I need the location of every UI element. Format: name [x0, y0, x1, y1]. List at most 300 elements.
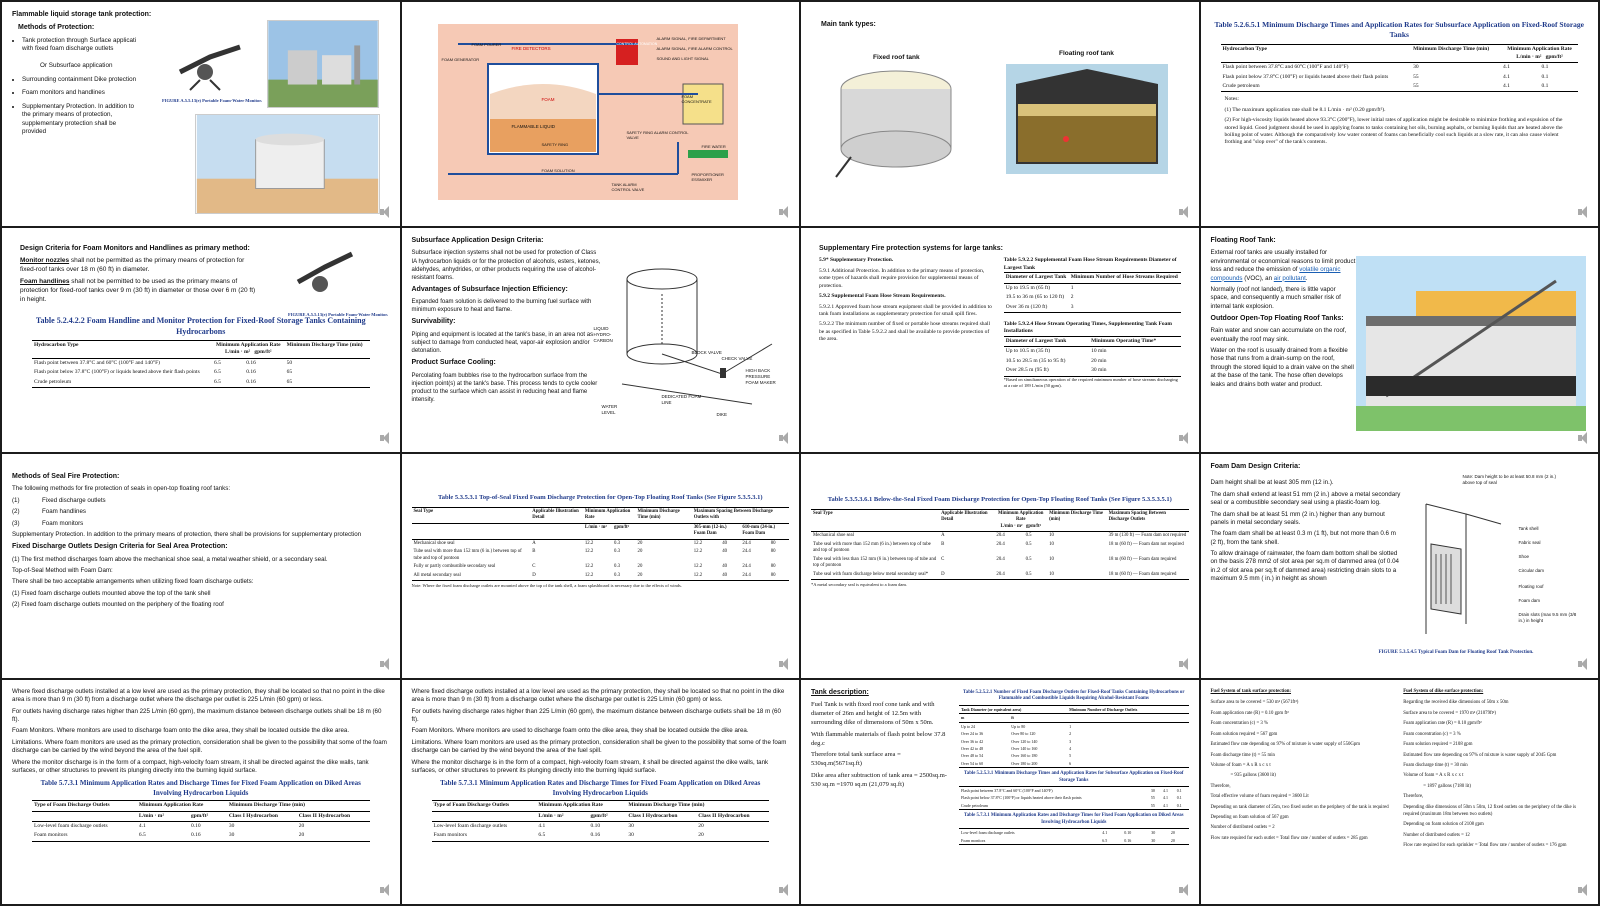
cell: 80 [770, 540, 776, 546]
col-subheader: gpm/ft² [612, 523, 636, 539]
calc-line: Foam application rate (R) = 0.10 gpm ft² [1210, 710, 1289, 716]
cell: 20 [698, 832, 704, 839]
section-heading: Product Surface Cooling: [411, 359, 496, 367]
calc-line: Depending on foam solution of 567 gpm [1210, 815, 1289, 821]
col-header: Minimum Number of Hose Streams Required [1069, 273, 1181, 283]
cell: Foam monitors [433, 832, 467, 839]
paragraph [20, 278, 260, 304]
col-header: Minimum Discharge Time (min) [1411, 45, 1501, 63]
cell: Low-level foam discharge outlets [961, 830, 1015, 836]
cell: 0.16 [190, 832, 201, 839]
cell: 6 [1069, 760, 1072, 766]
cell: Up to 80 [1011, 723, 1026, 729]
cell: 4.1 [1503, 82, 1510, 89]
table-row [959, 802, 1189, 810]
cell: 0.5 [1025, 571, 1032, 577]
slide-4[interactable] [1201, 2, 1599, 226]
figure-caption: FIGURE A.5.5.13(e) Portable Foam-Water Monitor. [288, 312, 388, 317]
two-column [819, 257, 1181, 388]
diagram-label: PROPORTIONER ESSMIXER [691, 172, 724, 183]
cell: 19.5 to 36 m (65 to 120 ft) [1005, 294, 1065, 301]
calc-line: Foam discharge time (t) = 30 min [1403, 762, 1468, 768]
slide-12[interactable] [1201, 454, 1599, 678]
section-heading: Outdoor Open-Top Floating Roof Tanks: [1210, 314, 1344, 322]
calc-line: Foam concentration (c) = 3 % [1210, 721, 1268, 727]
paragraph: Where the monitor discharge is in the form of a compact, high-velocity foam stream, it shall be directed against the dike walls, tank surfaces, or other structures to prevent its plunging directly into the burning liquid surface. [12, 758, 369, 774]
cell: 12.2 [693, 572, 703, 578]
cell: 4 [1069, 745, 1072, 751]
slide-subtitle: Methods of Protection: [18, 24, 95, 32]
table-notes [1225, 96, 1575, 147]
tables-column [1004, 257, 1181, 388]
slide-11[interactable] [801, 454, 1199, 678]
col-header-empty [432, 811, 537, 821]
cell: Foam monitors [961, 837, 986, 843]
table-row [1221, 82, 1579, 92]
cell: Flash point below 37.8°C (100°F) or liquids heated above their flash points [34, 369, 200, 376]
slide-7[interactable] [801, 228, 1199, 452]
cell: A [532, 540, 536, 546]
section-heading: Advantages of Subsurface Injection Efficiency: [411, 285, 568, 293]
table-row [959, 722, 1189, 730]
audio-icon[interactable] [380, 432, 392, 444]
diagram-label: SAFETY RING [541, 142, 569, 147]
cell: 0.1 [1541, 82, 1549, 89]
cell: 12.2 [693, 564, 703, 570]
bullet-text: Tank protection through Surface applicati [22, 36, 137, 44]
paragraph: Expanded foam solution is delivered to the burning fuel surface with minimum exposure to heat and flame. [411, 299, 592, 314]
cell: 20 [1170, 837, 1175, 843]
calc-line: Number of distributed outlets = 2 [1210, 825, 1275, 831]
paragraph: Percolating foam bubbles rise to the hydrocarbon surface from the injection point(s) at the tank's base. This process tends to cycle cooler product to the surface which can assist in reducing heat and flame intensity. [411, 372, 598, 403]
cell: 20.4 [996, 541, 1005, 547]
table-row [32, 831, 370, 841]
cell: All metal secondary seal [413, 572, 461, 578]
paragraph: Normally (roof not landed), there is little vapor space, and consequently a much smaller risk of internal tank explosion. [1210, 285, 1341, 310]
col-header: Type of Foam Discharge Outlets [32, 801, 137, 811]
diagram-label: Drain slots (max 9.5 mm (3/8 in.) in height [1518, 612, 1577, 624]
cell: 6.5 [138, 832, 146, 839]
diagram-label: BLOCK VALVE [691, 350, 722, 355]
cell: 0.3 [614, 572, 621, 578]
cell: 0.1 [1176, 802, 1182, 808]
cell: 0.1 [1176, 788, 1182, 793]
slide-title: Foam Dam Design Criteria: [1210, 463, 1301, 470]
list-number: (1) [12, 496, 20, 504]
col-header: Minimum Discharge Time (min) [1047, 509, 1107, 531]
cell: Over 36 m (120 ft) [1005, 303, 1048, 310]
cell: 30 [1413, 64, 1419, 71]
list-text: Foam handlines [42, 508, 87, 516]
cell: D [941, 571, 945, 577]
two-column [811, 688, 1189, 845]
cell: 0.10 [190, 822, 201, 829]
slide-title: Supplementary Fire protection systems for large tanks: [819, 245, 1003, 252]
cell: 39 m (130 ft) — Foam dam not required [1108, 533, 1187, 539]
cell: 65 [286, 378, 293, 385]
audio-icon[interactable] [779, 884, 791, 896]
col-header-empty [1067, 714, 1188, 722]
audio-icon[interactable] [1179, 658, 1191, 670]
audio-icon[interactable] [1578, 206, 1590, 218]
cell: 30 [228, 822, 235, 829]
col-subheader: gpm/ft² [1026, 523, 1042, 529]
paragraph: Limitations. Where foam monitors are used as the primary protection, consideration shall be given to the possibility that some of the foam discharge can be carried by the wind beyond the area of the fuel spill. [12, 738, 387, 755]
list-text: Fixed discharge outlets [42, 496, 106, 504]
paragraph: Fuel Tank is with fixed roof cone tank and with diameter of 26m and height of 12.5m with surrounding dike of dimensions of 50m x 50m. [811, 701, 935, 726]
diagram-label: Fabric seal [1518, 540, 1541, 545]
calc-line: Therefore, [1403, 794, 1424, 800]
table-row [1004, 293, 1181, 302]
cell: 0.16 [246, 369, 256, 376]
table-row [412, 572, 790, 581]
table-row [32, 368, 370, 377]
list-item [12, 520, 390, 528]
cell: 4.1 [538, 822, 546, 829]
slide-5[interactable] [2, 228, 400, 452]
cell: 4.1 [1163, 802, 1169, 808]
cell: Over 120 to 140 [1011, 738, 1038, 744]
slide-1[interactable] [2, 2, 400, 226]
col-header: Diameter of Largest Tank [1004, 273, 1069, 283]
cell: Flash point between 37.8°C and 60°C (100°F and 140°F) [961, 788, 1053, 793]
text: (VOC), an [1242, 274, 1274, 282]
table-title: Table 5.2.6.5.1 Minimum Discharge Times and Application Rates for Subsurface Application on Fixed-Roof Storage Tanks [1214, 20, 1585, 40]
cell: Crude petroleum [961, 802, 988, 808]
diagram-label: SOUND AND LIGHT SIGNAL [656, 56, 709, 61]
col-subheader: gpm/ft² [588, 811, 626, 821]
col-header: Hydrocarbon Type [32, 340, 212, 358]
audio-icon[interactable] [1179, 206, 1191, 218]
paragraph: Dam height shall be at least 305 mm (12 in.). [1210, 479, 1334, 487]
cell: 1 [1070, 284, 1074, 291]
cell: 0.16 [246, 378, 256, 385]
text: shall not be permitted to be used as the primary means of protection for fixed-roof tanks over 9 m (30 ft) in diameter or those over 6 m (20 ft) in height. [20, 277, 256, 303]
cell: 20 [637, 564, 643, 570]
table-title: Table 5.7.3.1 Minimum Application Rates and Discharge Times for Fixed Foam Application on Diked Areas Involving Hydrocarbon Liquids [40, 779, 361, 797]
audio-icon[interactable] [1578, 432, 1590, 444]
diagram-label: FLAMMABLE LIQUID [511, 124, 556, 129]
audio-icon[interactable] [380, 206, 392, 218]
table-row [959, 794, 1189, 801]
air-pollutant-link[interactable]: air pollutant [1273, 274, 1306, 282]
notes-heading: Notes: [1224, 96, 1239, 103]
paragraph: Piping and equipment is located at the tank's base, in an area not as subject to damage from conducted heat, vapor-air explosion and/or detonation. [411, 331, 594, 355]
cell: 65 [286, 369, 293, 376]
foam-monitor-image [170, 32, 250, 92]
diagram-label: FIRE WATER [701, 144, 726, 149]
table-row [811, 541, 1189, 556]
cell: 30 [628, 822, 634, 829]
table-row [959, 829, 1189, 837]
cell: 4.1 [1503, 73, 1510, 80]
table-row [811, 571, 1189, 580]
cell: Low-level foam discharge outlets [433, 822, 508, 829]
diagram-label: ALARM SIGNAL, FIRE DEPARTMENT [656, 36, 726, 41]
calc-line: Volume of foam = A x R x c x t [1403, 773, 1464, 779]
cell: 12.2 [584, 564, 594, 570]
slide-8[interactable] [1201, 228, 1599, 452]
cell: 4.1 [1163, 795, 1169, 801]
cell: 24.4 [742, 540, 751, 546]
cell: 10 min [1091, 348, 1107, 355]
figure-caption: FIGURE 5.3.5.4.5 Typical Foam Dam for Floating Roof Tank Protection. [1378, 650, 1534, 655]
col-header-text: Minimum Application Rate [1507, 46, 1572, 53]
paragraph: The foam dam shall be at least 0.3 m (1 ft), but not more than 0.6 m (2 ft), from the tank shell. [1210, 530, 1396, 546]
text-column [1211, 462, 1401, 583]
cell: Fully or partly combustible secondary seal [413, 564, 496, 570]
col-subheader: gpm/ft² [189, 811, 227, 821]
cell: Over 140 to 160 [1011, 745, 1038, 751]
cell: Flash point below 37.8°C (100°F) or liquids heated above their flash points [961, 795, 1082, 801]
list-number: (3) [12, 519, 20, 527]
slide-title: Tank description: [811, 689, 869, 696]
text-column [811, 688, 951, 845]
table-row [959, 837, 1189, 845]
text: . [1305, 274, 1308, 282]
bullet-text: • Supplementary Protection. In addition to the primary means of protection, supplementary protection shall be provided [22, 103, 142, 137]
cell: 2 [1069, 731, 1072, 737]
cell: 4.1 [1102, 830, 1108, 836]
slide-15[interactable] [801, 680, 1199, 904]
diagram-label: Tank shell [1518, 526, 1539, 531]
col-header: Minimum Discharge Time (min) [285, 340, 370, 358]
paragraph: The dam shall extend at least 51 mm (2 in.) above a metal secondary seal or a combustible secondary seal using a plastic-foam log. [1210, 490, 1401, 507]
cell: 0.16 [246, 359, 256, 366]
paragraph: Where fixed discharge outlets installed at a low level are used as the primary protection, they shall be located so that no point in the dike area is more than 9 m (30 ft) from a discharge outlet where the discharge per outlet is 225 L/min (60 gpm) or less. [12, 688, 385, 704]
table-row [959, 760, 1189, 768]
slide-14[interactable] [402, 680, 800, 904]
diagram-label: FOAM [541, 97, 555, 102]
cell: 0.5 [1025, 556, 1032, 562]
bullet-text: • Foam monitors and handlines [22, 89, 142, 98]
cell: 0.16 [1124, 837, 1132, 843]
calc-line: Surface area to be covered = 530 m² (5671ft²) [1210, 700, 1299, 706]
cell: 1 [1069, 723, 1072, 729]
col-header: Minimum Number of Discharge Outlets [1067, 705, 1188, 713]
cell: 20 min [1091, 357, 1107, 364]
diagram-label: FOAM CONCENTRATE [681, 94, 712, 105]
cell: 6.5 [213, 369, 221, 376]
cell: Over 160 to 180 [1011, 753, 1038, 759]
table-row [959, 752, 1189, 759]
slide-16[interactable] [1201, 680, 1599, 904]
table-row [412, 548, 790, 563]
calc-line: Volume of foam = A x R x c x t [1210, 762, 1271, 768]
cell: Over 24 to 36 [961, 731, 984, 737]
cell: 10 [1049, 533, 1054, 539]
cell: 50 [286, 359, 293, 366]
diagram-label: Shoe [1518, 554, 1530, 559]
table-footnote: *Based on simultaneous operation of the required minimum number of hose streams discharging at a rate of 189 L/min (50 gpm). [1003, 376, 1178, 388]
paragraph: To allow drainage of rainwater, the foam dam bottom shall be slotted on the basis 278 mm2 of slot area per sq.m of dammed area (of 0.04 in.2 of slot area per sq.ft of dammed area) restricting drain slots to a maximum 9.5 mm ( in.) in height as shown [1210, 549, 1399, 583]
diagram-label: SAFETY RING ALARM CONTROL VALVE [626, 130, 689, 141]
cell: Flash point between 37.8°C and 60°C (100°F and 140°F) [34, 359, 160, 366]
table-row [959, 730, 1189, 737]
cell: Up to 24 [961, 723, 975, 729]
table-row [1004, 366, 1181, 376]
figure-caption: FIGURE A.5.5.13(e) Portable Foam-Water Monitor. [162, 98, 262, 103]
paragraph: (1) Fixed foam discharge outlets mounted above the top of the tank shell [12, 589, 211, 597]
paragraph: The dam shall be at least 51 mm (2 in.) higher than any burnout panels in metal secondary seals. [1210, 510, 1385, 526]
cell: D [532, 572, 536, 578]
diagram-label: DIKE [716, 412, 728, 417]
cell: 55 [1413, 82, 1419, 89]
audio-icon[interactable] [380, 658, 392, 670]
list-text: Foam monitors [42, 519, 84, 527]
cell: Foam monitors [34, 832, 68, 839]
audio-icon[interactable] [1578, 884, 1590, 896]
cell: Crude petroleum [1222, 82, 1260, 89]
slide-9[interactable] [2, 454, 400, 678]
cell: 0.3 [614, 549, 621, 555]
table-title: Table 5.7.3.1 Minimum Application Rates and Discharge Times for Fixed Foam Application on Diked Areas Involving Hydrocarbon Liquids [964, 813, 1184, 825]
col-header [212, 340, 285, 358]
col-header [994, 509, 1047, 531]
slide-3[interactable] [801, 2, 1199, 226]
col-header: Minimum Application Rate [536, 801, 626, 811]
data-table [1004, 272, 1181, 313]
cell: Mechanical shoe seal [813, 533, 855, 539]
table-row [959, 787, 1189, 795]
cell: 30 [1151, 837, 1156, 843]
tables-column [959, 688, 1189, 845]
cell: 18 m (60 ft) — Foam dam required [1108, 556, 1177, 562]
col-subheader: Class II Hydrocarbon [297, 811, 370, 821]
cell: 30 [228, 832, 235, 839]
cell: Over 80 to 120 [1011, 731, 1036, 737]
calc-line: Regarding the received dike dimensions of 50m x 50m [1403, 700, 1509, 706]
paragraph: Therefore total tank surface area = 530sq.m(5671sq.ft) [811, 751, 901, 768]
audio-icon[interactable] [1179, 432, 1191, 444]
cell: 0.1 [1541, 64, 1549, 71]
cell: 30 [1151, 830, 1156, 836]
cell: 0.3 [614, 540, 621, 546]
cell: 6.5 [538, 832, 546, 839]
calc-line: Depending dike dimensions of 50m x 50m, 12 fixed outlets on the periphery of the dike is required (maximum 18m between two outlets) [1403, 804, 1577, 818]
audio-icon[interactable] [380, 884, 392, 896]
cell: 3 [1069, 738, 1072, 744]
cell: 18 m (60 ft) — Foam dam not required [1108, 541, 1184, 547]
cell: Up to 19.5 m (65 ft) [1005, 284, 1051, 291]
col-header [1501, 45, 1578, 63]
cell: 10 [1049, 556, 1054, 562]
table-row [1221, 63, 1579, 73]
cell: 55 [1150, 795, 1155, 801]
cell: 80 [770, 549, 776, 555]
calc-line: Estimated flow rate depending on 97% of mixture is water supply of 2045 Gpm [1403, 752, 1557, 758]
table-note: *A metal secondary seal is equivalent to a foam dam. [811, 581, 907, 587]
table-row [32, 821, 370, 831]
desert-tank-photo [195, 114, 380, 214]
table-row [959, 745, 1189, 752]
slide-10[interactable] [402, 454, 800, 678]
slide-6[interactable] [402, 228, 800, 452]
table-row [432, 831, 770, 841]
list-item [12, 497, 390, 505]
calc-line: Foam solution required = 2108 gpm [1403, 742, 1473, 748]
paragraph: (1) The first method discharges foam above the mechanical shoe seal, a metal weather shield, or a secondary seal. [12, 555, 328, 563]
slide-2[interactable] [402, 2, 800, 226]
cell: A [941, 533, 945, 539]
calc-line: Total effective volume of foam required = 3600 Lit [1210, 794, 1309, 800]
slide-13[interactable] [2, 680, 400, 904]
cell: Crude petroleum [34, 378, 72, 385]
floating-roof-drain-diagram [1356, 256, 1586, 431]
table-title: Table 5.9.2.4 Hose Stream Operating Times, Supplementing Tank Foam Installations [1003, 320, 1172, 335]
voc-link[interactable]: volatile organic compounds [1210, 266, 1341, 282]
cell: 12.2 [584, 540, 594, 546]
cell: 20.4 [996, 556, 1005, 562]
data-table [1221, 44, 1579, 92]
calc-line: Foam concentration (c) = 3 % [1403, 731, 1461, 737]
data-table [412, 507, 790, 581]
table-row [1004, 357, 1181, 366]
audio-icon[interactable] [779, 432, 791, 444]
table-row [959, 738, 1189, 745]
heading: 5.9* Supplementary Protection. [819, 257, 894, 264]
cell: Over 180 to 200 [1011, 760, 1038, 766]
note-text: (2) For high-viscosity liquids heated above 93.3°C (200°F), lower initial rates of application might be desirable to minimize frothing and expulsion of the stored liquid. Good judgment should be used in applying foams to tanks containing hot oils, burning asphalts, or burning liquids that are heated above the boiling point of water. Although the comparatively low water content of foams can beneficially cool such liquids at a slow rate, it can also cause violent frothing and "slop over" of the tank's contents. [1224, 117, 1563, 146]
data-table [32, 800, 370, 842]
slide-title: Main tank types: [821, 21, 876, 28]
methods-list [12, 37, 142, 137]
paragraph: 5.9.2.2 The minimum number of fixed or portable hose streams required shall be as specified in Table 5.9.2.2 and shall be available to provide protection of the area. [819, 321, 990, 343]
cell: 20 [1170, 830, 1175, 836]
audio-icon[interactable] [1578, 658, 1590, 670]
audio-icon[interactable] [779, 658, 791, 670]
paragraph: Subsurface injection systems shall not be used for protection of Class IA hydrocarbon liquids or for the protection of alcohols, esters, ketones, aldehydes, anhydrides, or other products requiring the use of alcohol-resistant foams. [411, 250, 601, 281]
audio-icon[interactable] [1179, 884, 1191, 896]
data-table [1004, 336, 1181, 377]
col-header: Hydrocarbon Type [1221, 45, 1412, 63]
table-title: Table 5.3.5.3.6.1 Below-the-Seal Fixed Foam Discharge Protection for Open-Top Floating Roof Tanks (See Figure 5.3.5.3.5.1) [827, 496, 1172, 503]
diagram-label: FOAM POURER [471, 42, 502, 47]
list-item [12, 508, 390, 516]
cell: 12.2 [584, 549, 594, 555]
cell: Over 54 to 60 [961, 760, 984, 766]
cell: 0.1 [1176, 795, 1182, 801]
diagram-label: Circular dam [1518, 568, 1545, 573]
slide-title: Methods of Seal Fire Protection: [12, 473, 120, 480]
table-row [1004, 303, 1181, 313]
col-header: Minimum Application Rate [583, 507, 636, 523]
term: Foam handlines [20, 277, 70, 285]
floating-roof-tank-image [1006, 64, 1168, 174]
col-header: Minimum Application Rate [137, 801, 227, 811]
cell: 6.5 [213, 378, 221, 385]
cell: 10 [1049, 541, 1054, 547]
col-subheader: L/min · m² [225, 349, 251, 356]
cell: 0.3 [614, 564, 621, 570]
col-header: Minimum Discharge Time (min) [626, 801, 769, 811]
cell: Over 48 to 54 [961, 753, 984, 759]
col-header-empty [530, 523, 583, 539]
cell: 20 [698, 822, 704, 829]
table-title: Table 5.2.5.3.1 Minimum Discharge Times and Application Rates for Subsurface Application on Fixed-Roof Storage Tanks [964, 771, 1184, 783]
paragraph: Rain water and snow can accumulate on the roof, eventually the roof may sink. [1210, 327, 1347, 343]
table-title: Table 5.7.3.1 Minimum Application Rates and Discharge Times for Fixed Foam Application on Diked Areas Involving Hydrocarbon Liquids [440, 779, 761, 797]
section-heading: Survivability: [411, 318, 456, 326]
cell: Low-level foam discharge outlets [34, 822, 108, 829]
col-header: Tank Diameter (or equivalent area) [959, 705, 1067, 713]
calc-line: Number of distributed outlets = 12 [1403, 832, 1470, 838]
data-table [959, 786, 1189, 810]
col-header-text: Minimum Application Rate [998, 510, 1044, 523]
col-subheader: L/min · m² [1516, 53, 1542, 60]
audio-icon[interactable] [779, 206, 791, 218]
col-header-empty [32, 811, 137, 821]
